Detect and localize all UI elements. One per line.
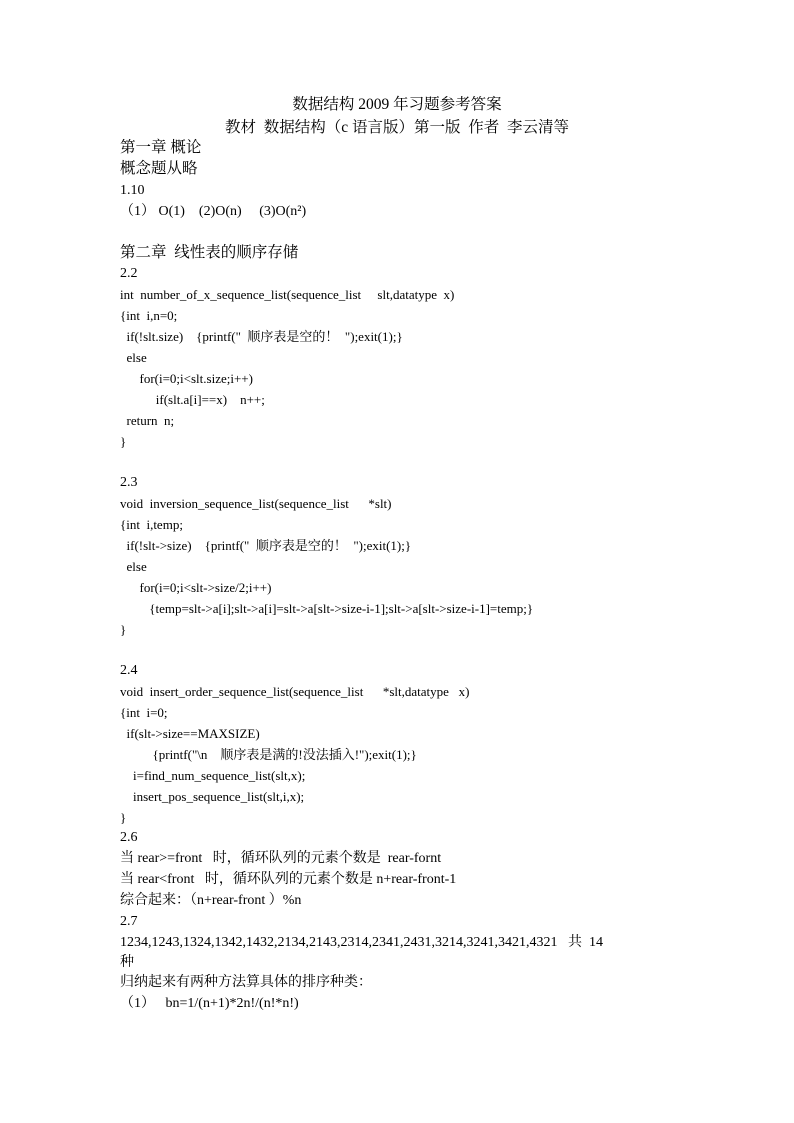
code-line: if(slt->size==MAXSIZE): [120, 726, 260, 741]
text-line: 综合起来：（n+rear-front ）%n: [120, 893, 302, 908]
document-title: 数据结构 2009 年习题参考答案: [292, 96, 502, 113]
code-line: else: [120, 559, 147, 574]
exercise-number: 1.10: [120, 183, 145, 198]
text-line: 概念题从略: [120, 160, 198, 177]
chapter-heading: 第一章 概论: [120, 139, 202, 156]
text-line: 当 rear<front 时，循环队列的元素个数是 n+rear-front-1: [120, 872, 457, 887]
text-line: （1） bn=1/(n+1)*2n!/(n!*n!): [120, 996, 299, 1011]
code-line: return n;: [120, 413, 175, 428]
code-line: {temp=slt->a[i];slt->a[i]=slt->a[slt->size-i-1];slt->a[slt->size-i-1]=temp;}: [120, 601, 534, 616]
code-line: }: [120, 434, 127, 449]
chapter-heading: 第二章 线性表的顺序存储: [120, 244, 299, 261]
exercise-number: 2.2: [120, 266, 138, 281]
text-line: 归纳起来有两种方法算具体的排序种类：: [120, 975, 372, 990]
exercise-number: 2.3: [120, 475, 138, 490]
code-line: {printf("\n 顺序表是满的!没法插入!");exit(1);}: [120, 747, 417, 762]
code-line: if(!slt->size) {printf(" 顺序表是空的！ ");exit(1);}: [120, 538, 412, 553]
text-line: 种: [120, 955, 134, 970]
code-line: }: [120, 810, 127, 825]
code-line: int number_of_x_sequence_list(sequence_list slt,datatype x): [120, 287, 455, 302]
exercise-number: 2.6: [120, 830, 138, 845]
code-line: {int i=0;: [120, 705, 168, 720]
exercise-number: 2.4: [120, 663, 138, 678]
code-line: for(i=0;i<slt.size;i++): [120, 371, 253, 386]
code-line: else: [120, 350, 147, 365]
text-line: 1234,1243,1324,1342,1432,2134,2143,2314,2341,2431,3214,3241,3421,4321 共 14: [120, 935, 603, 950]
code-line: {int i,temp;: [120, 517, 183, 532]
code-line: }: [120, 622, 127, 637]
text-line: （1） O(1) (2)O(n) (3)O(n²): [120, 204, 307, 219]
code-line: if(slt.a[i]==x) n++;: [120, 392, 265, 407]
code-line: insert_pos_sequence_list(slt,i,x);: [120, 789, 305, 804]
text-line: 当 rear>=front 时，循环队列的元素个数是 rear-fornt: [120, 851, 442, 866]
code-line: i=find_num_sequence_list(slt,x);: [120, 768, 306, 783]
code-line: for(i=0;i<slt->size/2;i++): [120, 580, 272, 595]
code-line: {int i,n=0;: [120, 308, 178, 323]
code-line: void insert_order_sequence_list(sequence_list *slt,datatype x): [120, 684, 470, 699]
code-line: void inversion_sequence_list(sequence_list *slt): [120, 496, 392, 511]
exercise-number: 2.7: [120, 914, 138, 929]
document-subtitle: 教材 数据结构（c 语言版）第一版 作者 李云清等: [224, 119, 569, 136]
code-line: if(!slt.size) {printf(" 顺序表是空的！ ");exit(1);}: [120, 329, 403, 344]
